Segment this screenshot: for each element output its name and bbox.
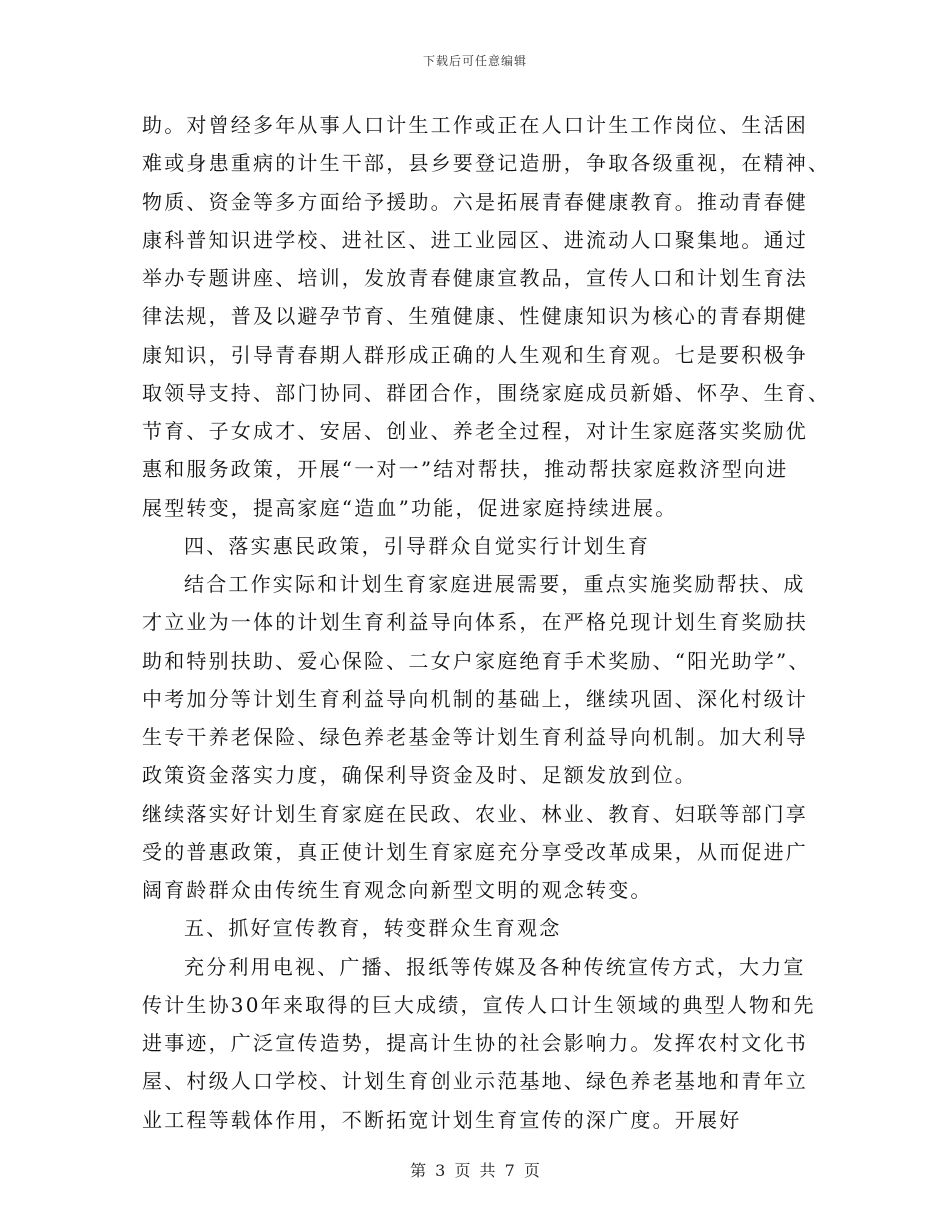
text-line: 业工程等载体作用，不断拓宽计划生育宣传的深广度。开展好 <box>142 1107 742 1132</box>
text-line: 助和特别扶助、爱心保险、二女户家庭绝育手术奖励、“阳光助学”、 <box>142 648 811 673</box>
text-line: 才立业为一体的计划生育利益导向体系，在严格兑现计划生育奖励扶 <box>142 610 808 635</box>
text-line: 助。对曾经多年从事人口计生工作或正在人口计生工作岗位、生活困 <box>142 113 808 137</box>
text-line: 充分利用电视、广播、报纸等传媒及各种传统宣传方式，大力宣 <box>184 954 806 979</box>
text-line: 物质、资金等多方面给予援助。六是拓展青春健康教育。推动青春健 <box>142 189 808 214</box>
text-line: 取领导支持、部门协同、群团合作，围绕家庭成员新婚、怀孕、生育、 <box>142 380 831 405</box>
text-line: 惠和服务政策，开展“一对一”结对帮扶，推动帮扶家庭救济型向进 <box>142 457 789 482</box>
text-line: 生专干养老保险、绿色养老基金等计划生育利益导向机制。加大利导 <box>142 725 808 749</box>
text-line: 进事迹，广泛宣传造势，提高计生协的社会影响力。发挥农村文化书 <box>142 1031 808 1055</box>
document-body <box>142 106 831 1139</box>
text-line: 举办专题讲座、培训，发放青春健康宣教品，宣传人口和计划生育法 <box>142 266 808 290</box>
text-line: 阔育龄群众由传统生育观念向新型文明的观念转变。 <box>142 878 653 902</box>
page-header: 下载后可任意编辑 <box>422 54 527 68</box>
text-line: 展型转变，提高家庭“造血”功能，促进家庭持续进展。 <box>142 495 678 520</box>
text-line: 康科普知识进学校、进社区、进工业园区、进流动人口聚集地。通过 <box>142 227 808 252</box>
text-line: 康知识，引导青春期人群形成正确的人生观和生育观。七是要积极争 <box>142 342 808 367</box>
page-number: 第 3 页 共 7 页 <box>410 1161 540 1180</box>
text-line: 结合工作实际和计划生育家庭进展需要，重点实施奖励帮扶、成 <box>184 572 806 596</box>
text-line: 节育、子女成才、安居、创业、养老全过程，对计生家庭落实奖励优 <box>142 419 808 443</box>
text-line: 屋、村级人口学校、计划生育创业示范基地、绿色养老基地和青年立 <box>142 1069 808 1094</box>
text-line: 受的普惠政策，真正使计划生育家庭充分享受改革成果，从而促进广 <box>142 839 808 864</box>
section-heading: 四、落实惠民政策，引导群众自觉实行计划生育 <box>184 533 651 558</box>
section-heading: 五、抓好宣传教育，转变群众生育观念 <box>184 916 562 941</box>
text-line: 律法规，普及以避孕节育、生殖健康、性健康知识为核心的青春期健 <box>142 304 808 329</box>
text-line: 难或身患重病的计生干部，县乡要登记造册，争取各级重视，在精神、 <box>142 151 831 176</box>
text-line: 政策资金落实力度，确保利导资金及时、足额发放到位。 <box>142 763 697 788</box>
text-line: 传计生协30年来取得的巨大成绩，宣传人口计生领域的典型人物和先 <box>142 992 816 1017</box>
text-line: 继续落实好计划生育家庭在民政、农业、林业、教育、妇联等部门享 <box>142 801 808 826</box>
text-line: 中考加分等计划生育利益导向机制的基础上，继续巩固、深化村级计 <box>142 686 808 711</box>
